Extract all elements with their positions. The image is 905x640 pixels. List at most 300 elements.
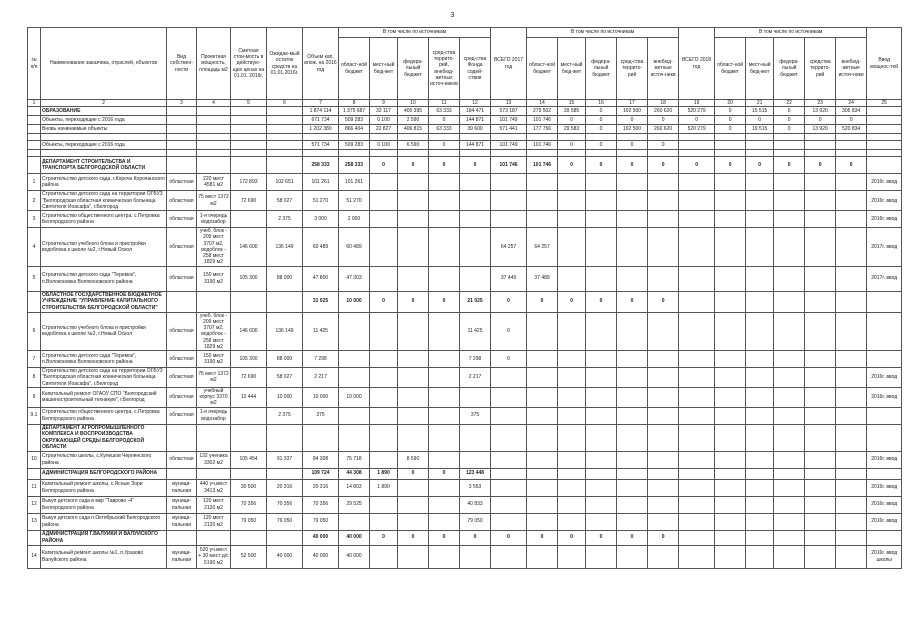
row-cell: 0 100 — [370, 116, 398, 125]
row-cell — [429, 312, 460, 351]
row-cell: 2 590 — [398, 116, 429, 125]
row-cell: 3 563 — [460, 479, 491, 496]
row-cell: 0 — [370, 530, 398, 545]
row-cell: 5 — [28, 266, 41, 291]
row-cell — [339, 513, 370, 530]
row-cell — [197, 530, 231, 545]
row-cell: 1 375 687 — [339, 107, 370, 116]
row-cell — [617, 424, 648, 451]
row-cell: 0 — [648, 157, 679, 174]
row-cell: 79 050 — [460, 513, 491, 530]
row-cell: 279 502 — [527, 107, 558, 116]
header-sources-2016: В том числе по источникам — [339, 28, 491, 38]
row-cell — [586, 496, 617, 513]
row-cell: 172 893 — [231, 174, 267, 191]
row-cell — [370, 513, 398, 530]
row-cell: 58 027 — [267, 191, 303, 211]
row-label: Строительство детского сада "Теремок", п.Волоконовка Волоконовского района — [41, 351, 167, 368]
column-number: 14 — [527, 100, 558, 107]
row-cell — [491, 174, 527, 191]
row-cell — [398, 191, 429, 211]
row-cell — [527, 513, 558, 530]
row-cell — [267, 468, 303, 479]
row-cell — [398, 513, 429, 530]
row-cell: 21 025 — [460, 291, 491, 312]
row-label: Строительство детского сада на территории ОГБУЗ "Белгородская областная клиническая больница Святителя Иоасафа", г.Белгород — [41, 368, 167, 388]
row-cell — [836, 291, 867, 312]
row-cell — [267, 530, 303, 545]
row-cell: 75 мест 1372 м2 — [197, 191, 231, 211]
row-cell — [836, 174, 867, 191]
row-cell: 9 — [28, 387, 41, 407]
row-cell — [167, 125, 197, 134]
column-number: 13 — [491, 100, 527, 107]
row-cell — [429, 266, 460, 291]
row-cell: 0 — [558, 157, 586, 174]
row-cell — [586, 211, 617, 228]
row-cell: 37 489 — [527, 266, 558, 291]
row-cell: 63 333 — [429, 125, 460, 134]
row-cell — [558, 368, 586, 388]
row-cell — [617, 451, 648, 468]
row-cell — [805, 513, 836, 530]
row-cell — [805, 387, 836, 407]
row-cell: 40 000 — [303, 545, 339, 568]
table-row — [28, 174, 902, 191]
row-cell — [836, 545, 867, 568]
row-cell — [491, 468, 527, 479]
row-cell: 101 746 — [527, 141, 558, 150]
row-cell — [648, 351, 679, 368]
row-cell: 0 — [805, 116, 836, 125]
row-cell — [746, 451, 774, 468]
row-cell — [231, 468, 267, 479]
row-cell — [805, 134, 836, 141]
row-cell: 150 мест 3190 м2 — [197, 351, 231, 368]
row-cell — [648, 228, 679, 267]
row-cell: 70 356 — [303, 496, 339, 513]
row-cell — [586, 545, 617, 568]
row-cell — [527, 351, 558, 368]
row-cell: 0 — [398, 291, 429, 312]
row-cell: 14 — [28, 545, 41, 568]
row-cell — [715, 174, 746, 191]
row-cell: 10 000 — [267, 387, 303, 407]
row-cell — [28, 150, 41, 157]
row-cell: 75 мест 1372 м2 — [197, 368, 231, 388]
row-cell — [774, 174, 805, 191]
row-cell — [491, 451, 527, 468]
column-number: 25 — [867, 100, 902, 107]
table-row — [28, 368, 902, 388]
row-cell — [715, 407, 746, 424]
header-name: Наименование заказчика, отраслей, объектов — [41, 28, 167, 100]
row-cell: 60 489 — [303, 228, 339, 267]
row-cell: 1 890 — [370, 479, 398, 496]
row-cell — [774, 451, 805, 468]
row-cell: 123 448 — [460, 468, 491, 479]
row-cell: 573 187 — [491, 107, 527, 116]
row-cell — [774, 291, 805, 312]
row-label: Строительство детского сада, г.Короча Корочанского района — [41, 174, 167, 191]
row-cell — [867, 150, 902, 157]
row-cell — [429, 513, 460, 530]
row-cell — [370, 174, 398, 191]
row-cell — [558, 150, 586, 157]
row-cell — [746, 368, 774, 388]
row-cell — [715, 387, 746, 407]
row-cell — [679, 312, 715, 351]
row-cell: 10 000 — [339, 291, 370, 312]
row-cell: 7 — [28, 351, 41, 368]
section-row — [28, 291, 902, 312]
row-cell: 0 — [805, 157, 836, 174]
header-source-a: сред-ства террито-рий, внебюд-жетных источ-ников — [429, 38, 460, 100]
row-cell — [527, 134, 558, 141]
row-cell — [527, 424, 558, 451]
row-cell — [231, 125, 267, 134]
row-cell: 120 мест 2120 м2 — [197, 513, 231, 530]
row-cell: 0 — [648, 291, 679, 312]
header-source-a: област-ной бюджет — [339, 38, 370, 100]
row-cell: 520 уч.мест + 30 мест д/с 5190 м2 — [197, 545, 231, 568]
row-cell — [267, 157, 303, 174]
row-cell: 101 746 — [527, 116, 558, 125]
row-cell: 64 257 — [527, 228, 558, 267]
row-cell — [231, 530, 267, 545]
row-cell — [679, 134, 715, 141]
row-cell — [648, 513, 679, 530]
row-cell: 58 027 — [267, 368, 303, 388]
row-cell — [746, 351, 774, 368]
row-cell — [715, 451, 746, 468]
row-cell — [491, 211, 527, 228]
row-cell — [774, 368, 805, 388]
row-cell — [370, 368, 398, 388]
row-cell: 2 217 — [303, 368, 339, 388]
row-cell: 10 000 — [339, 387, 370, 407]
row-cell: 39 585 — [558, 107, 586, 116]
row-cell — [398, 351, 429, 368]
row-cell — [527, 211, 558, 228]
row-cell — [267, 150, 303, 157]
row-cell — [28, 141, 41, 150]
row-cell: 0 — [398, 468, 429, 479]
row-cell — [460, 174, 491, 191]
row-cell — [429, 479, 460, 496]
row-cell: 0 — [586, 125, 617, 134]
row-cell — [429, 368, 460, 388]
row-cell — [398, 266, 429, 291]
row-cell — [267, 424, 303, 451]
row-cell — [746, 496, 774, 513]
row-cell: 0 — [429, 291, 460, 312]
row-cell — [648, 451, 679, 468]
row-cell: 12 — [28, 496, 41, 513]
row-cell — [197, 157, 231, 174]
header-source-c: внебюд-жетные источ-ники — [836, 38, 867, 100]
row-cell: 0 — [774, 107, 805, 116]
row-cell — [805, 496, 836, 513]
row-cell: 260 620 — [648, 107, 679, 116]
row-cell — [398, 368, 429, 388]
row-cell: 37 449 — [491, 266, 527, 291]
row-cell: 51 270 — [303, 191, 339, 211]
table-row — [28, 211, 902, 228]
row-label: Объекты, переходящие с 2016 года — [41, 116, 167, 125]
row-cell — [429, 424, 460, 451]
row-cell: 0 — [715, 125, 746, 134]
row-label: Капитальный ремонт ОГАОУ СПО "Белгородский машиностроительный техникум", г.Белгород — [41, 387, 167, 407]
row-cell — [527, 174, 558, 191]
row-cell — [586, 468, 617, 479]
row-cell — [805, 266, 836, 291]
row-cell — [558, 312, 586, 351]
row-cell — [774, 407, 805, 424]
row-cell: 406 815 — [398, 125, 429, 134]
row-cell — [679, 228, 715, 267]
table-row — [28, 407, 902, 424]
row-cell — [28, 107, 41, 116]
row-cell — [586, 407, 617, 424]
row-cell: 520 279 — [679, 107, 715, 116]
row-cell: 0 — [370, 157, 398, 174]
row-cell — [491, 479, 527, 496]
row-cell — [231, 291, 267, 312]
row-cell — [429, 407, 460, 424]
row-cell — [197, 150, 231, 157]
row-cell — [197, 125, 231, 134]
row-cell — [429, 174, 460, 191]
column-number: 7 — [303, 100, 339, 107]
row-cell: 2016г. ввод — [867, 211, 902, 228]
row-cell: 0 — [586, 116, 617, 125]
row-label: Выкуп детского сада в мкр "Таврово -4" Белгородского района — [41, 496, 167, 513]
row-cell: 72 690 — [231, 368, 267, 388]
row-cell — [836, 468, 867, 479]
row-cell: муници-пальная — [167, 496, 197, 513]
row-cell: 75 718 — [339, 451, 370, 468]
row-cell: 0 — [774, 116, 805, 125]
row-cell — [746, 211, 774, 228]
row-cell: 20 316 — [267, 479, 303, 496]
row-cell — [805, 468, 836, 479]
row-cell: 51 270 — [339, 191, 370, 211]
row-cell — [836, 407, 867, 424]
row-cell — [867, 351, 902, 368]
row-cell — [460, 191, 491, 211]
row-cell — [429, 451, 460, 468]
row-cell: 1 890 — [370, 468, 398, 479]
row-cell — [648, 468, 679, 479]
row-cell: 30 500 — [231, 479, 267, 496]
row-cell — [617, 387, 648, 407]
row-label: ОБЛАСТНОЕ ГОСУДАРСТВЕННОЕ БЮДЖЕТНОЕ УЧРЕЖДЕНИЕ "УПРАВЛЕНИЕ КАПИТАЛЬНОГО СТРОИТЕЛЬСТВА БЕЛГОРОДСКОЙ ОБЛАСТИ" — [41, 291, 167, 312]
row-cell: 4 — [28, 228, 41, 267]
row-cell — [746, 530, 774, 545]
header-ownership: Вид собствен-ности — [167, 28, 197, 100]
row-cell — [648, 211, 679, 228]
row-cell: 11 — [28, 479, 41, 496]
row-cell: 0 — [491, 312, 527, 351]
row-cell — [231, 407, 267, 424]
row-cell: 0 — [617, 157, 648, 174]
row-cell — [836, 351, 867, 368]
row-cell: 39 600 — [460, 125, 491, 134]
row-cell — [167, 468, 197, 479]
row-cell — [460, 228, 491, 267]
row-cell — [491, 150, 527, 157]
row-cell — [370, 451, 398, 468]
row-cell — [648, 407, 679, 424]
column-number: 12 — [460, 100, 491, 107]
row-cell — [370, 134, 398, 141]
row-cell: 13 — [28, 513, 41, 530]
row-cell — [648, 545, 679, 568]
row-cell — [197, 134, 231, 141]
table-row — [28, 451, 902, 468]
row-cell — [867, 116, 902, 125]
row-cell — [774, 266, 805, 291]
row-cell — [28, 157, 41, 174]
row-cell — [429, 134, 460, 141]
row-cell — [617, 191, 648, 211]
row-cell — [648, 424, 679, 451]
row-cell — [715, 266, 746, 291]
header-source-b: област-ной бюджет — [527, 38, 558, 100]
row-cell — [370, 150, 398, 157]
row-cell: 72 690 — [231, 191, 267, 211]
row-cell: 509 283 — [339, 116, 370, 125]
row-cell — [429, 211, 460, 228]
table-row — [28, 228, 902, 267]
row-cell — [648, 174, 679, 191]
row-cell: 0 — [558, 291, 586, 312]
row-cell: 2017г. ввод — [867, 228, 902, 267]
row-cell — [746, 407, 774, 424]
row-cell — [746, 513, 774, 530]
row-cell: 0 — [836, 116, 867, 125]
row-cell — [429, 191, 460, 211]
row-cell: 0 — [429, 116, 460, 125]
row-cell: 19 515 — [746, 125, 774, 134]
row-cell — [715, 291, 746, 312]
section-row — [28, 157, 902, 174]
row-cell — [586, 150, 617, 157]
row-label: ДЕПАРТАМЕНТ СТРОИТЕЛЬСТВА И ТРАНСПОРТА БЕЛГОРОДСКОЙ ОБЛАСТИ — [41, 157, 167, 174]
row-cell: 15 515 — [746, 107, 774, 116]
row-cell: 6 — [28, 312, 41, 351]
row-cell: областная — [167, 312, 197, 351]
row-cell — [679, 513, 715, 530]
row-cell: 671 734 — [303, 116, 339, 125]
row-cell — [836, 134, 867, 141]
investment-table — [27, 27, 902, 569]
row-cell: 63 333 — [429, 107, 460, 116]
row-cell: 0 — [648, 141, 679, 150]
column-number: 24 — [836, 100, 867, 107]
row-cell: областная — [167, 228, 197, 267]
row-cell: 2016г. ввод — [867, 496, 902, 513]
row-cell: 0 — [460, 157, 491, 174]
row-cell: 64 257 — [491, 228, 527, 267]
row-cell — [460, 387, 491, 407]
row-cell — [805, 191, 836, 211]
row-cell — [836, 513, 867, 530]
row-cell — [774, 141, 805, 150]
row-cell: 375 — [303, 407, 339, 424]
row-cell — [527, 468, 558, 479]
row-cell: 0 — [586, 107, 617, 116]
header-total-2017: ВСЕГО 2017 год — [491, 28, 527, 100]
row-cell — [460, 134, 491, 141]
row-cell — [267, 125, 303, 134]
header-source-a: сред-ства Фонда содей-ствия — [460, 38, 491, 100]
row-cell — [679, 407, 715, 424]
row-cell: 88 000 — [267, 266, 303, 291]
row-cell — [231, 134, 267, 141]
row-label: Объекты, переходящие с 2016 года — [41, 141, 167, 150]
row-cell — [491, 407, 527, 424]
row-cell — [679, 211, 715, 228]
row-cell — [586, 513, 617, 530]
row-cell — [460, 424, 491, 451]
row-cell — [774, 312, 805, 351]
row-cell — [231, 424, 267, 451]
row-cell: 2016г. ввод — [867, 387, 902, 407]
row-cell — [715, 468, 746, 479]
column-number: 6 — [267, 100, 303, 107]
row-cell — [836, 228, 867, 267]
row-cell — [527, 150, 558, 157]
row-cell — [586, 191, 617, 211]
row-cell: 79 050 — [231, 513, 267, 530]
row-cell — [429, 496, 460, 513]
row-cell: 101 261 — [303, 174, 339, 191]
row-cell — [715, 228, 746, 267]
column-number: 9 — [370, 100, 398, 107]
row-cell — [774, 228, 805, 267]
column-number-row — [28, 100, 902, 107]
row-cell — [231, 211, 267, 228]
row-cell: областная — [167, 174, 197, 191]
row-cell — [715, 150, 746, 157]
row-cell: 0 — [398, 157, 429, 174]
row-cell: 1-я очередь водозабор — [197, 407, 231, 424]
header-remaining: Ожидае-мый остаток средств на 01.01.2016г. — [267, 28, 303, 100]
row-cell — [679, 351, 715, 368]
summary-row — [28, 116, 902, 125]
row-cell: 2016г. ввод — [867, 451, 902, 468]
row-cell — [836, 368, 867, 388]
row-cell — [558, 513, 586, 530]
row-cell — [558, 228, 586, 267]
column-number: 22 — [774, 100, 805, 107]
row-cell — [746, 424, 774, 451]
row-cell — [867, 125, 902, 134]
column-number: 1 — [28, 100, 41, 107]
row-cell: 101 746 — [491, 157, 527, 174]
row-cell — [805, 351, 836, 368]
row-cell: 144 871 — [460, 116, 491, 125]
row-cell — [197, 107, 231, 116]
row-cell — [586, 312, 617, 351]
row-cell: 0 — [586, 291, 617, 312]
row-cell — [867, 141, 902, 150]
row-cell: 1 202 380 — [303, 125, 339, 134]
row-cell: 571 441 — [491, 125, 527, 134]
row-cell — [774, 211, 805, 228]
